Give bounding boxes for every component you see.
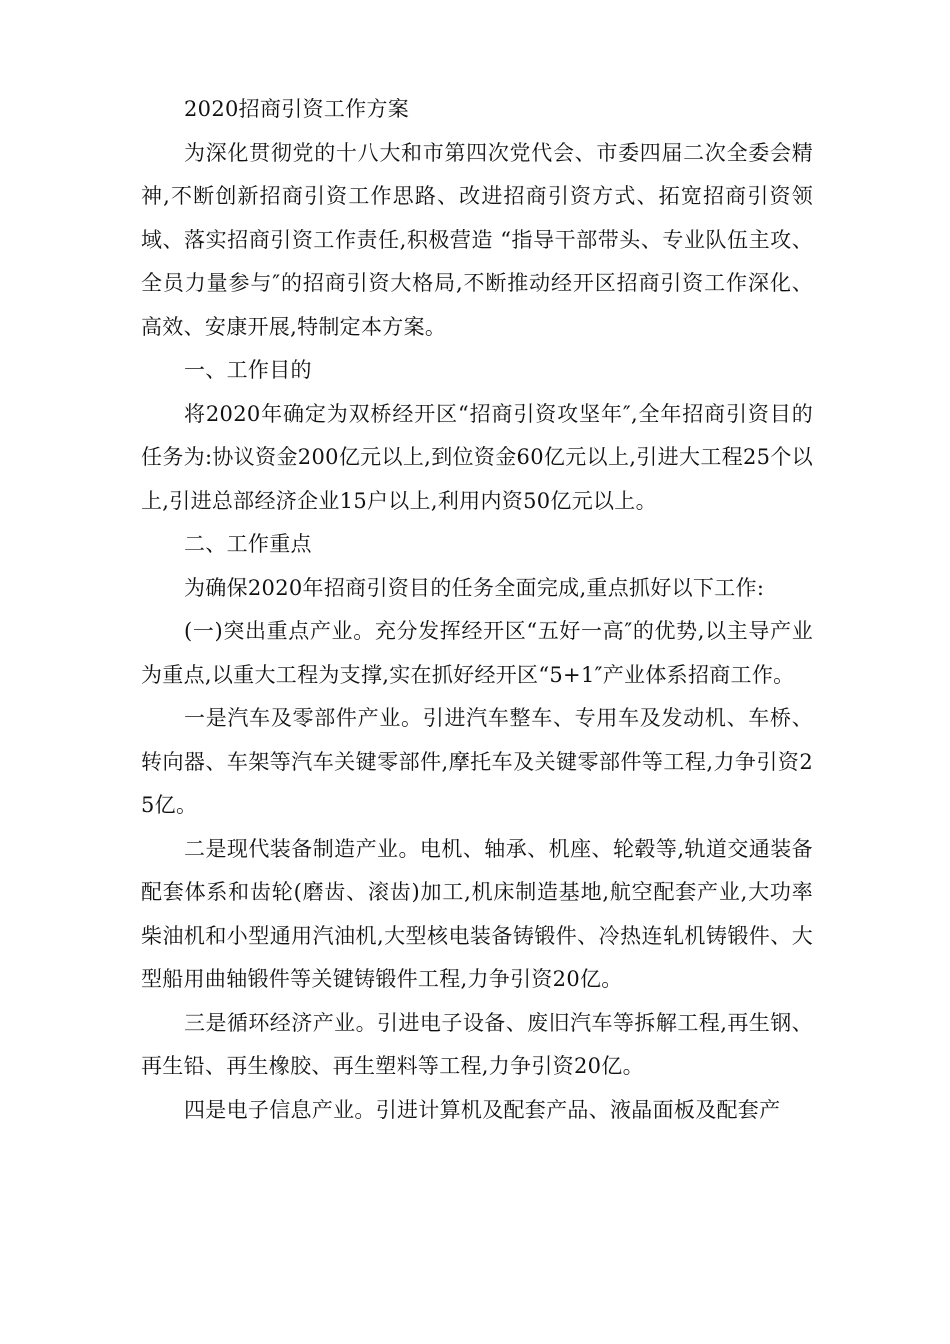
- section-heading-focus: 二、工作重点: [184, 532, 312, 556]
- paragraph-focus-intro: 为确保2020年招商引资目的任务全面完成,重点抓好以下工作:: [184, 575, 765, 600]
- document-body: [141, 88, 813, 1132]
- section-heading-goals: 一、工作目的: [184, 358, 312, 382]
- document-title: 2020招商引资工作方案: [184, 97, 410, 121]
- paragraph-circular-economy: 三是循环经济产业。引进电子设备、废旧汽车等拆解工程,再生钢、再生铅、再生橡胶、再生塑料等工程,力争引资20亿。: [141, 1010, 813, 1078]
- paragraph-equipment: 二是现代装备制造产业。电机、轴承、机座、轮毂等,轨道交通装备配套体系和齿轮(磨齿、滚齿)加工,机床制造基地,航空配套产业,大功率柴油机和小型通用汽油机,大型核电装备铸锻件、冷热连轧机铸锻件、大型船用曲轴锻件等关键铸锻件工程,力争引资20亿。: [141, 836, 813, 991]
- paragraph-key-industries: (一)突出重点产业。充分发挥经开区“五好一高″的优势,以主导产业为重点,以重大工程为支撑,实在抓好经开区“5+1″产业体系招商工作。: [141, 619, 813, 687]
- paragraph-electronics: 四是电子信息产业。引进计算机及配套产品、液晶面板及配套产: [184, 1097, 781, 1122]
- paragraph-automotive: 一是汽车及零部件产业。引进汽车整车、专用车及发动机、车桥、转向器、车架等汽车关键零部件,摩托车及关键零部件等工程,力争引资25亿。: [141, 706, 813, 817]
- paragraph-goals: 将2020年确定为双桥经开区“招商引资攻坚年″,全年招商引资目的任务为:协议资金200亿元以上,到位资金60亿元以上,引进大工程25个以上,引进总部经济企业15户以上,利用内资50亿元以上。: [141, 401, 813, 513]
- paragraph-intro: 为深化贯彻党的十八大和市第四次党代会、市委四届二次全委会精神,不断创新招商引资工作思路、改进招商引资方式、拓宽招商引资领域、落实招商引资工作责任,积极营造 “指导干部带头、专业队伍主攻、全员力量参与″的招商引资大格局,不断推动经开区招商引资工作深化、高效、安康开展,特制定本方案。: [141, 140, 813, 339]
